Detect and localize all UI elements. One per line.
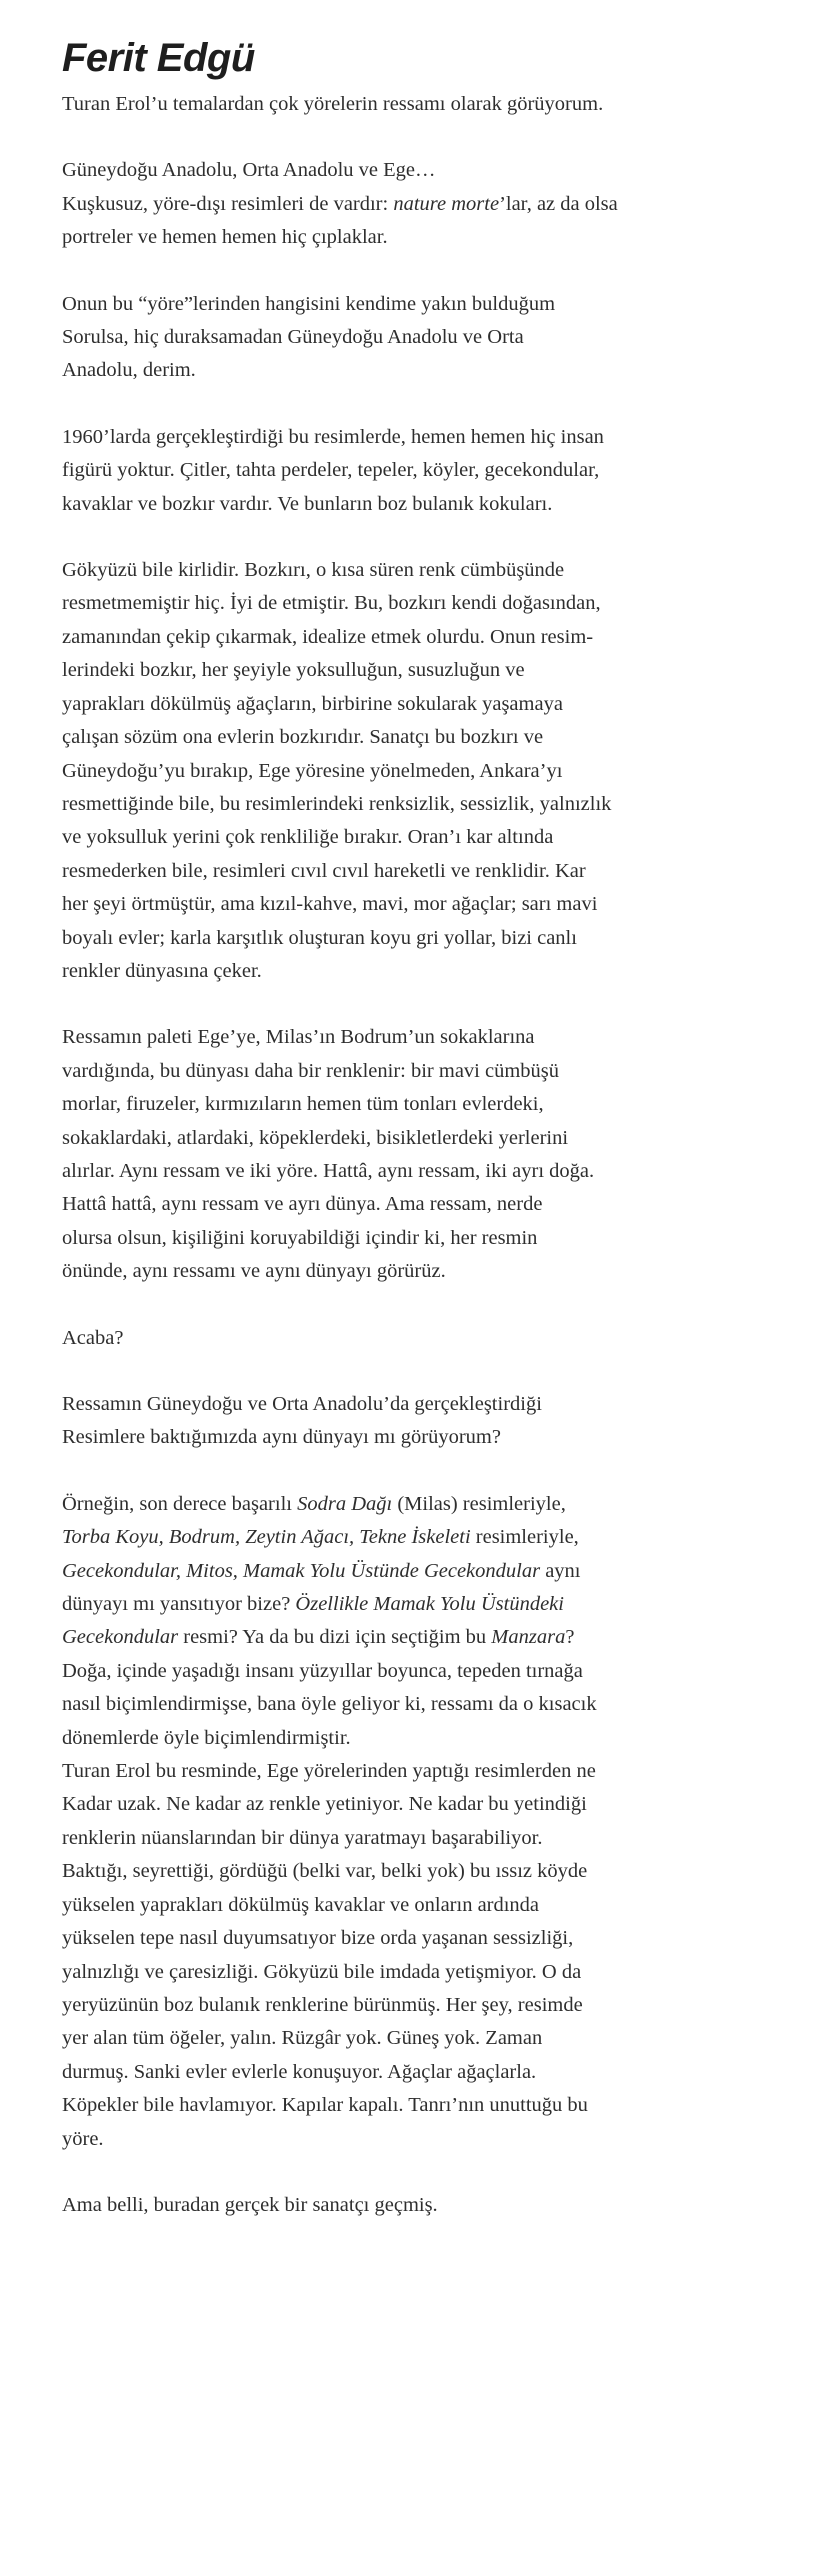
paragraph-2: [62, 154, 782, 254]
text-line: kavaklar ve bozkır vardır. Ve bunların boz bulanık kokuları.: [62, 492, 553, 515]
text-line: Kadar uzak. Ne kadar az renkle yetiniyor. Ne kadar bu yetindiği: [62, 1793, 587, 1816]
paragraph-6: [62, 1021, 782, 1288]
text-line: Onun bu “yöre”lerinden hangisini kendime yakın bulduğum: [62, 292, 556, 315]
italic-title: Gecekondular: [62, 1626, 179, 1649]
text-line: boyalı evler; karla karşıtlık oluşturan koyu gri yollar, bizi canlı: [62, 926, 577, 949]
paragraph-9: [62, 1488, 782, 2156]
text-line: lerindeki bozkır, her şeyiyle yoksulluğun, susuzluğun ve: [62, 659, 525, 682]
paragraph-1: [62, 88, 782, 121]
italic-title: Gecekondular, Mitos, Mamak Yolu Üstünde Gecekondular: [62, 1559, 541, 1582]
text-line: alırlar. Aynı ressam ve iki yöre. Hattâ, aynı ressam, iki ayrı doğa.: [62, 1159, 595, 1182]
text-line: yöre.: [62, 2127, 104, 2150]
text-line: olursa olsun, kişiliğini koruyabildiği içindir ki, her resmin: [62, 1226, 538, 1249]
text-line: dönemlerde öyle biçimlendirmiştir.: [62, 1726, 351, 1749]
text-line-with-italic: dünyayı mı yansıtıyor bize? Özellikle Mamak Yolu Üstündeki: [62, 1593, 564, 1616]
text-line: yer alan tüm öğeler, yalın. Rüzgâr yok. Güneş yok. Zaman: [62, 2027, 543, 2050]
article-body: [62, 88, 782, 2222]
paragraph-8: [62, 1388, 782, 1455]
text-line: Turan Erol’u temalardan çok yörelerin ressamı olarak görüyorum.: [62, 93, 604, 115]
paragraph-7: [62, 1322, 782, 1355]
text-line: portreler ve hemen hemen hiç çıplaklar.: [62, 226, 388, 249]
italic-title: Sodra Dağı: [297, 1492, 393, 1515]
text-line: figürü yoktur. Çitler, tahta perdeler, tepeler, köyler, gecekondular,: [62, 459, 600, 482]
text-line: Köpekler bile havlamıyor. Kapılar kapalı. Tanrı’nın unuttuğu bu: [62, 2094, 588, 2117]
text-line: Ama belli, buradan gerçek bir sanatçı geçmiş.: [62, 2193, 438, 2216]
paragraph-5: [62, 554, 782, 988]
text-line-with-italic: Örneğin, son derece başarılı Sodra Dağı (Milas) resimleriyle,: [62, 1492, 566, 1515]
text-line: zamanından çekip çıkarmak, idealize etmek olurdu. Onun resim-: [62, 625, 594, 648]
text-line: resmederken bile, resimleri cıvıl cıvıl hareketli ve renklidir. Kar: [62, 859, 586, 882]
paragraph-3: [62, 288, 782, 388]
text-line: Acaba?: [62, 1326, 124, 1349]
text-line: Ressamın paleti Ege’ye, Milas’ın Bodrum’un sokaklarına: [62, 1026, 535, 1049]
text-line: çalışan sözüm ona evlerin bozkırıdır. Sanatçı bu bozkırı ve: [62, 726, 544, 749]
text-line: yükselen yaprakları dökülmüş kavaklar ve onların ardında: [62, 1893, 540, 1916]
text-line-with-italic: Gecekondular, Mitos, Mamak Yolu Üstünde Gecekondular aynı: [62, 1559, 581, 1582]
italic-title: Torba Koyu, Bodrum, Zeytin Ağacı, Tekne İskeleti: [62, 1526, 471, 1549]
text-line: Resimlere baktığımızda aynı dünyayı mı görüyorum?: [62, 1426, 501, 1449]
text-line: önünde, aynı ressamı ve aynı dünyayı görürüz.: [62, 1260, 446, 1283]
text-line: Ressamın Güneydoğu ve Orta Anadolu’da gerçekleştirdiği: [62, 1393, 542, 1415]
text-line: renkler dünyasına çeker.: [62, 959, 262, 982]
text-line: nasıl biçimlendirmişse, bana öyle geliyor ki, ressamı da o kısacık: [62, 1693, 597, 1716]
paragraph-4: [62, 421, 782, 521]
text-line: her şeyi örtmüştür, ama kızıl-kahve, mavi, mor ağaçlar; sarı mavi: [62, 893, 598, 916]
text-line: Hattâ hattâ, aynı ressam ve ayrı dünya. Ama ressam, nerde: [62, 1193, 543, 1216]
text-line: sokaklardaki, atlardaki, köpeklerdeki, bisikletlerdeki yerlerini: [62, 1126, 569, 1149]
text-line: resmettiğinde bile, bu resimlerindeki renksizlik, sessizlik, yalnızlık: [62, 792, 612, 815]
italic-title: nature morte: [393, 192, 500, 215]
text-line: Baktığı, seyrettiği, gördüğü (belki var, belki yok) bu ıssız köyde: [62, 1860, 588, 1883]
text-line-with-italic: Kuşkusuz, yöre-dışı resimleri de vardır: nature morte’lar, az da olsa: [62, 192, 618, 215]
text-line: Doğa, içinde yaşadığı insanı yüzyıllar boyunca, tepeden tırnağa: [62, 1659, 583, 1682]
text-line: yalnızlığı ve çaresizliği. Gökyüzü bile imdada yetişmiyor. O da: [62, 1960, 582, 1983]
text-line: Güneydoğu Anadolu, Orta Anadolu ve Ege…: [62, 159, 436, 182]
text-line: Güneydoğu’yu bırakıp, Ege yöresine yönelmeden, Ankara’yı: [62, 759, 563, 782]
text-line: yeryüzünün boz bulanık renklerine bürünmüş. Her şey, resimde: [62, 1993, 583, 2016]
text-line: vardığında, bu dünyası daha bir renklenir: bir mavi cümbüşü: [62, 1059, 560, 1082]
text-line: yaprakları dökülmüş ağaçların, birbirine sokularak yaşamaya: [62, 692, 563, 715]
text-line-with-italic: Gecekondular resmi? Ya da bu dizi için seçtiğim bu Manzara?: [62, 1626, 575, 1649]
author-heading: Ferit Edgü: [62, 36, 255, 80]
text-line: Turan Erol bu resminde, Ege yörelerinden yaptığı resimlerden ne: [62, 1760, 596, 1783]
text-line: Sorulsa, hiç duraksamadan Güneydoğu Anadolu ve Orta: [62, 326, 524, 349]
text-line: Gökyüzü bile kirlidir. Bozkırı, o kısa süren renk cümbüşünde: [62, 559, 565, 582]
italic-title: Manzara: [491, 1626, 566, 1649]
text-line: ve yoksulluk yerini çok renkliliğe bırakır. Oran’ı kar altında: [62, 826, 554, 849]
text-line: durmuş. Sanki evler evlerle konuşuyor. Ağaçlar ağaçlarla.: [62, 2060, 537, 2083]
text-line: renklerin nüanslarından bir dünya yaratmayı başarabiliyor.: [62, 1826, 543, 1849]
text-line-with-italic: Torba Koyu, Bodrum, Zeytin Ağacı, Tekne İskeleti resimleriyle,: [62, 1526, 579, 1549]
italic-title: Özellikle Mamak Yolu Üstündeki: [295, 1593, 564, 1616]
text-line: Anadolu, derim.: [62, 359, 196, 382]
text-line: yükselen tepe nasıl duyumsatıyor bize orda yaşanan sessizliği,: [62, 1927, 574, 1950]
text-line: 1960’larda gerçekleştirdiği bu resimlerde, hemen hemen hiç insan: [62, 425, 604, 448]
text-line: morlar, firuzeler, kırmızıların hemen tüm tonları evlerdeki,: [62, 1093, 544, 1116]
paragraph-10: [62, 2189, 782, 2222]
text-line: resmetmemiştir hiç. İyi de etmiştir. Bu, bozkırı kendi doğasından,: [62, 592, 601, 615]
